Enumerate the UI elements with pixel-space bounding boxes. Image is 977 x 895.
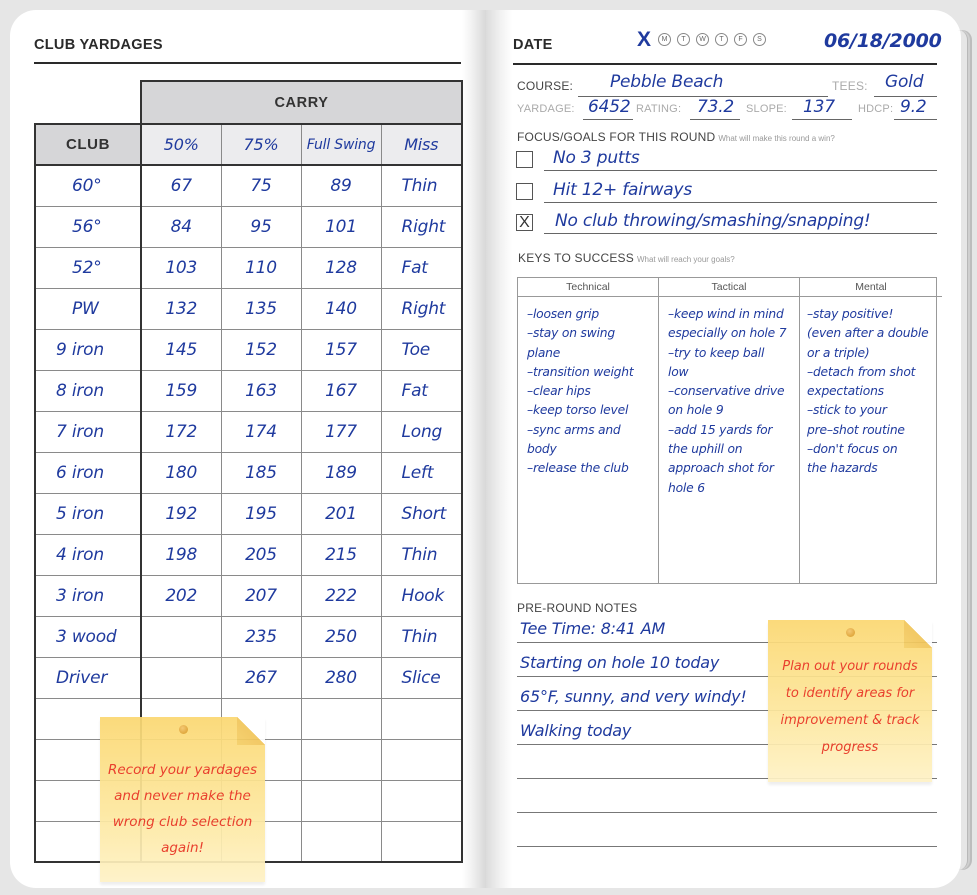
keys-col-mental (800, 278, 942, 583)
club-name-cell[interactable]: Driver (35, 657, 141, 698)
sticky-fold (237, 717, 265, 745)
sticky-line: Record your yardages (108, 762, 257, 778)
carry-cell[interactable]: 177 (301, 411, 381, 452)
weekday-thursday[interactable]: T (715, 33, 728, 46)
sticky-note-text (104, 757, 261, 861)
table-row (35, 411, 462, 452)
goal-line (544, 202, 937, 203)
carry-cell[interactable]: 89 (301, 165, 381, 206)
note-line-text: (even after a double (807, 326, 929, 341)
sticky-note-text (772, 653, 928, 761)
hdcp-value[interactable]: 9.2 (900, 97, 927, 117)
note-rule (517, 812, 937, 813)
slope-label: SLOPE: (746, 103, 787, 115)
note-line-text: the hazards (807, 461, 878, 476)
weekday-saturday[interactable]: S (753, 33, 766, 46)
carry-cell[interactable]: 152 (221, 329, 301, 370)
note-line-text: –keep torso level (527, 403, 629, 418)
carry-cell[interactable]: 189 (301, 452, 381, 493)
miss-cell[interactable]: Short (381, 493, 462, 534)
miss-cell[interactable]: Slice (381, 657, 462, 698)
date-label: DATE (513, 37, 553, 53)
yardage-value[interactable]: 6452 (588, 97, 631, 117)
club-yardages-title: CLUB YARDAGES (34, 37, 163, 53)
sticky-line: again! (161, 840, 204, 856)
carry-cell[interactable]: 174 (221, 411, 301, 452)
miss-cell[interactable]: Toe (381, 329, 462, 370)
club-name-cell[interactable]: 6 iron (35, 452, 141, 493)
miss-cell[interactable]: Long (381, 411, 462, 452)
sticky-line: wrong club selection (112, 814, 253, 830)
title-rule (34, 62, 461, 64)
carry-cell[interactable]: 172 (141, 411, 221, 452)
note-line-text: –sync arms and (527, 422, 621, 437)
table-row (35, 534, 462, 575)
miss-cell[interactable]: Right (381, 206, 462, 247)
club-header: CLUB (35, 124, 141, 165)
club-name-cell[interactable]: 3 iron (35, 575, 141, 616)
note-line-text: –don't focus on (807, 442, 898, 457)
yardage-line (583, 119, 633, 120)
rating-value[interactable]: 73.2 (697, 97, 735, 117)
mental-notes[interactable] (800, 297, 942, 479)
carry-cell[interactable]: 198 (141, 534, 221, 575)
keys-col-tactical (659, 278, 800, 583)
book-gutter-right (486, 10, 512, 888)
book-gutter-left (462, 10, 486, 888)
pin-icon (179, 725, 188, 734)
carry-header: CARRY (141, 81, 462, 124)
slope-line (792, 119, 852, 120)
tees-value[interactable]: Gold (885, 72, 924, 92)
club-name-cell[interactable]: 60° (35, 165, 141, 206)
note-line-text: plane (527, 345, 561, 360)
keys-label: KEYS TO SUCCESS (518, 251, 634, 265)
carry-cell[interactable]: 167 (301, 370, 381, 411)
miss-cell[interactable]: Right (381, 288, 462, 329)
carry-cell[interactable]: 235 (221, 616, 301, 657)
course-label: COURSE: (517, 79, 574, 93)
note-line-text: –keep wind in mind (668, 307, 784, 321)
note-line-text: on hole 9 (668, 403, 724, 418)
club-name-cell[interactable]: PW (35, 288, 141, 329)
note-line-text: –try to keep ball (668, 345, 765, 360)
sticky-line: Plan out your rounds (782, 659, 918, 674)
weekday-tuesday[interactable]: T (677, 33, 690, 46)
note-line-text: pre–shot routine (807, 422, 905, 437)
miss-cell[interactable] (381, 780, 462, 821)
club-name-cell[interactable]: 9 iron (35, 329, 141, 370)
carry-cell[interactable]: 185 (221, 452, 301, 493)
table-row (35, 452, 462, 493)
note-line-text: –release the club (527, 461, 629, 476)
table-row (35, 206, 462, 247)
club-name-cell[interactable]: 3 wood (35, 616, 141, 657)
carry-cell[interactable]: 250 (301, 616, 381, 657)
carry-cell[interactable]: 201 (301, 493, 381, 534)
miss-cell[interactable] (381, 739, 462, 780)
carry-cell[interactable]: 145 (141, 329, 221, 370)
note-line-text: –stay on swing (527, 326, 616, 341)
note-line-text: –conservative drive (668, 384, 785, 399)
col-header-tactical: Tactical (659, 278, 799, 297)
miss-cell[interactable] (381, 698, 462, 739)
table-row (35, 657, 462, 698)
carry-cell[interactable]: 128 (301, 247, 381, 288)
note-line-text: hole 6 (668, 480, 705, 495)
tactical-notes[interactable] (659, 297, 799, 498)
miss-cell[interactable]: Hook (381, 575, 462, 616)
page-edge-stack (958, 30, 968, 870)
col-header-technical: Technical (518, 278, 658, 297)
carry-cell[interactable]: 215 (301, 534, 381, 575)
note-line-text: –stick to your (807, 403, 887, 418)
carry-cell[interactable]: 67 (141, 165, 221, 206)
note-line-text: –loosen grip (527, 307, 599, 321)
carry-cell[interactable]: 222 (301, 575, 381, 616)
goal-checkbox-2[interactable] (516, 183, 533, 200)
carry-cell[interactable] (301, 821, 381, 862)
carry-cell[interactable]: 135 (221, 288, 301, 329)
miss-cell[interactable]: Thin (381, 616, 462, 657)
table-row (35, 575, 462, 616)
empty-corner (35, 81, 141, 124)
table-row (35, 329, 462, 370)
goal-checkbox-1[interactable] (516, 151, 533, 168)
carry-cell[interactable]: 180 (141, 452, 221, 493)
pre-round-note[interactable]: Walking today (520, 721, 632, 740)
col-header-full-swing: Full Swing (301, 124, 381, 165)
club-name-cell[interactable]: 8 iron (35, 370, 141, 411)
hdcp-label: HDCP: (858, 103, 894, 115)
keys-hint: What will reach your goals? (636, 255, 735, 264)
note-line-text: –clear hips (527, 384, 591, 399)
goal-text-3[interactable]: No club throwing/smashing/snapping! (555, 211, 871, 231)
club-name-cell[interactable]: 7 iron (35, 411, 141, 452)
note-rule (517, 846, 937, 847)
sticky-line: and never make the (114, 788, 251, 804)
weekday-monday[interactable]: M (658, 33, 671, 46)
note-line-text: expectations (807, 384, 884, 399)
note-line-text: the uphill on (668, 442, 743, 457)
table-row (35, 616, 462, 657)
note-line-text: approach shot for (668, 461, 774, 476)
keys-heading (518, 251, 735, 265)
pre-round-note[interactable]: 65°F, sunny, and very windy! (520, 687, 747, 706)
note-line-text: low (668, 364, 689, 379)
slope-value[interactable]: 137 (803, 97, 835, 117)
table-row (35, 288, 462, 329)
carry-cell[interactable]: 163 (221, 370, 301, 411)
carry-cell[interactable] (301, 780, 381, 821)
goals-hint: What will make this round a win? (718, 134, 835, 143)
keys-to-success-table (517, 277, 937, 584)
carry-cell[interactable]: 75 (221, 165, 301, 206)
club-name-cell[interactable]: 52° (35, 247, 141, 288)
carry-cell[interactable]: 103 (141, 247, 221, 288)
table-row (35, 247, 462, 288)
carry-cell[interactable] (301, 739, 381, 780)
yardage-label: YARDAGE: (517, 103, 575, 115)
course-value[interactable]: Pebble Beach (610, 72, 724, 92)
carry-cell[interactable]: 140 (301, 288, 381, 329)
weekday-wednesday[interactable]: W (696, 33, 709, 46)
carry-cell[interactable]: 202 (141, 575, 221, 616)
carry-cell[interactable]: 101 (301, 206, 381, 247)
carry-cell[interactable]: 95 (221, 206, 301, 247)
goal-line (544, 233, 937, 234)
hdcp-line (894, 119, 937, 120)
pre-round-note[interactable]: Starting on hole 10 today (520, 653, 720, 672)
rating-line (690, 119, 740, 120)
carry-cell[interactable] (141, 657, 221, 698)
carry-cell[interactable]: 157 (301, 329, 381, 370)
carry-cell[interactable]: 207 (221, 575, 301, 616)
carry-cell[interactable]: 110 (221, 247, 301, 288)
note-line-text: –add 15 yards for (668, 422, 773, 437)
miss-cell[interactable]: Left (381, 452, 462, 493)
sticky-note-right (768, 620, 932, 782)
note-line-text: –transition weight (527, 364, 634, 379)
club-name-cell[interactable]: 5 iron (35, 493, 141, 534)
date-value[interactable]: 06/18/2000 (824, 30, 942, 52)
table-row (35, 165, 462, 206)
carry-cell[interactable]: 132 (141, 288, 221, 329)
carry-cell[interactable]: 267 (221, 657, 301, 698)
rating-label: RATING: (636, 103, 682, 115)
goal-text-2[interactable]: Hit 12+ fairways (553, 180, 693, 200)
col-header-75: 75% (221, 124, 301, 165)
col-header-50: 50% (141, 124, 221, 165)
col-header-mental: Mental (800, 278, 942, 297)
col-header-miss: Miss (381, 124, 462, 165)
note-line-text: –stay positive! (807, 307, 894, 321)
goal-text-1[interactable]: No 3 putts (553, 148, 640, 168)
note-line-text: or a triple) (807, 345, 870, 360)
sticky-line: progress (821, 740, 879, 755)
table-row (35, 370, 462, 411)
carry-cell[interactable]: 280 (301, 657, 381, 698)
carry-cell[interactable]: 84 (141, 206, 221, 247)
club-name-cell[interactable]: 56° (35, 206, 141, 247)
weekday-sunday-checked[interactable]: X (636, 28, 651, 51)
carry-cell[interactable]: 205 (221, 534, 301, 575)
technical-notes[interactable] (518, 297, 658, 479)
note-line-text: –detach from shot (807, 364, 916, 379)
miss-cell[interactable]: Thin (381, 165, 462, 206)
goals-label: FOCUS/GOALS FOR THIS ROUND (517, 130, 716, 144)
weekday-friday[interactable]: F (734, 33, 747, 46)
miss-cell[interactable]: Thin (381, 534, 462, 575)
note-line-text: especially on hole 7 (668, 326, 787, 341)
carry-cell[interactable]: 195 (221, 493, 301, 534)
note-line-text: body (527, 442, 557, 457)
carry-cell[interactable] (141, 616, 221, 657)
carry-cell[interactable] (301, 698, 381, 739)
date-rule (513, 63, 937, 65)
tees-label: TEES: (832, 79, 868, 93)
goals-heading (517, 130, 835, 144)
carry-cell[interactable]: 192 (141, 493, 221, 534)
miss-cell[interactable]: Fat (381, 370, 462, 411)
keys-col-technical (518, 278, 659, 583)
miss-cell[interactable]: Fat (381, 247, 462, 288)
goal-line (544, 170, 937, 171)
sticky-line: to identify areas for (785, 686, 915, 701)
pin-icon (846, 628, 855, 637)
sticky-note-left (100, 717, 265, 882)
pre-round-notes-label: PRE-ROUND NOTES (517, 601, 638, 615)
table-row (35, 493, 462, 534)
carry-cell[interactable]: 159 (141, 370, 221, 411)
goal-checkbox-3-checked[interactable]: X (516, 214, 533, 231)
sticky-fold (904, 620, 932, 648)
sticky-line: improvement & track (780, 713, 920, 728)
club-name-cell[interactable]: 4 iron (35, 534, 141, 575)
weekday-selector (636, 28, 766, 51)
pre-round-note[interactable]: Tee Time: 8:41 AM (520, 619, 666, 638)
miss-cell[interactable] (381, 821, 462, 862)
